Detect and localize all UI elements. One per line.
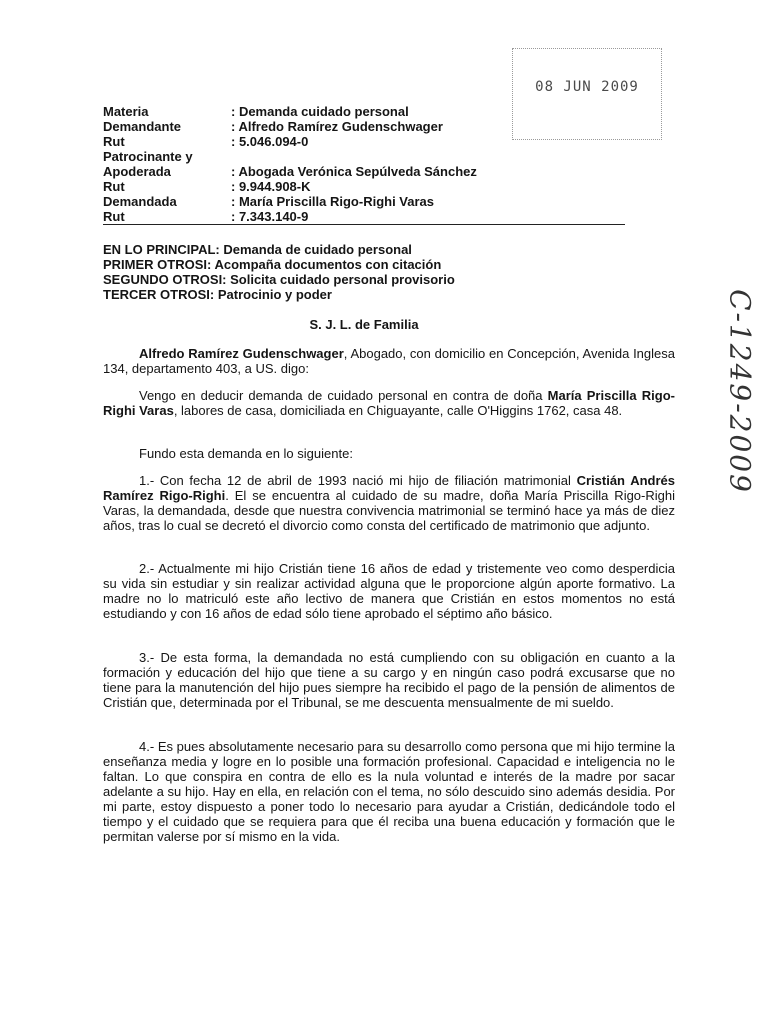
header-label: Demandante — [103, 119, 182, 134]
header-value: : Alfredo Ramírez Gudenschwager — [231, 119, 443, 134]
header-label: Demandada — [103, 194, 177, 209]
case-header — [103, 104, 625, 224]
point-2-text: 2.- Actualmente mi hijo Cristián tiene 16 años de edad y tristemente veo como desperdicia su vida sin estudiar y sin realizar actividad alguna que le proporcione algún aporte formativo. La madre no lo matriculó este año lectivo de manera que Cristián en estos momentos no está estudiando y con 16 años de edad sólo tiene aprobado el séptimo año básico. — [103, 561, 675, 621]
header-value: : 9.944.908-K — [231, 179, 311, 194]
child-name: Cristián Andrés Ramírez Rigo-Righi — [103, 473, 676, 503]
header-value: : Demanda cuidado personal — [231, 104, 409, 119]
handwritten-case-number: C-1249-2009 — [723, 289, 757, 494]
stamp-date: 08 JUN 2009 — [535, 79, 639, 95]
point-1-rest: . El se encuentra al cuidado de su madre, doña María Priscilla Rigo-Righi Varas, la demandada, desde que nuestra convivencia matrimonial se terminó hace ya más de diez años, tras lo cual se decretó el divorcio como consta del certificado de matrimonio que adjunto. — [103, 488, 675, 533]
defendant-details: , labores de casa, domiciliada en Chiguayante, calle O'Higgins 1762, casa 48. — [173, 403, 623, 418]
header-value: : 5.046.094-0 — [231, 134, 309, 149]
summary-primer-otrosi: PRIMER OTROSI: Acompaña documentos con citación — [103, 257, 442, 272]
paragraph-grounds-intro — [103, 446, 675, 461]
header-row — [103, 209, 625, 224]
paragraph-plaintiff — [103, 346, 675, 376]
header-value: : Abogada Verónica Sepúlveda Sánchez — [231, 164, 477, 179]
point-3-text: 3.- De esta forma, la demandada no está cumpliendo con su obligación en cuanto a la formación y educación del hijo que tiene a su cargo y en ningún caso podrá excusarse que no tiene para la manutención del hijo pues siempre ha recibido el pago de la pensión de alimentos de Cristián que, determinada por el Tribunal, se me descuenta mensualmente de mi sueldo. — [103, 650, 675, 710]
header-label: Rut — [103, 179, 125, 194]
defendant-name: María Priscilla Rigo-Righi Varas — [103, 388, 675, 418]
paragraph-point-2 — [103, 561, 675, 621]
header-row — [103, 119, 625, 134]
header-divider — [103, 224, 625, 225]
header-label: Rut — [103, 209, 125, 224]
header-row — [103, 179, 625, 194]
point-1-intro: 1.- Con fecha 12 de abril de 1993 nació mi hijo de filiación matrimonial — [139, 473, 577, 488]
header-value: : María Priscilla Rigo-Righi Varas — [231, 194, 435, 209]
summary-segundo-otrosi: SEGUNDO OTROSI: Solicita cuidado personal provisorio — [103, 272, 455, 287]
header-label: Apoderada — [103, 164, 171, 179]
summary-tercer-otrosi: TERCER OTROSI: Patrocinio y poder — [103, 287, 332, 302]
court-heading: S. J. L. de Familia — [309, 317, 419, 332]
header-label: Materia — [103, 104, 149, 119]
paragraph-claim — [103, 388, 675, 418]
point-4-text: 4.- Es pues absolutamente necesario para su desarrollo como persona que mi hijo termine la enseñanza media y logre en lo posible una formación profesional. Capacidad e inteligencia no le faltan. Lo que conspira en contra de ello es la nula voluntad e interés de la madre por sacar adelante a su hijo. Hay en ella, en relación con el tema, no sólo descuido sino además desidia. Por mi parte, estoy dispuesto a poner todo lo necesario para ayudar a Cristián, dedicándole todo el tiempo y el cuidado que se requiera para que él reciba una buena educación y formación que le permitan valerse por sí mismo en la vida. — [103, 739, 675, 844]
summary-principal: EN LO PRINCIPAL: Demanda de cuidado personal — [103, 242, 412, 257]
header-row — [103, 149, 625, 164]
plaintiff-name: Alfredo Ramírez Gudenschwager — [139, 346, 344, 361]
header-row — [103, 104, 625, 119]
header-row — [103, 164, 625, 179]
plaintiff-details: , Abogado, con domicilio en Concepción, Avenida Inglesa 134, departamento 403, a US. digo: — [103, 346, 675, 376]
header-label: Patrocinante y — [103, 149, 193, 164]
petition-summary — [103, 242, 455, 302]
header-row — [103, 134, 625, 149]
header-value: : 7.343.140-9 — [231, 209, 309, 224]
claim-intro: Vengo en deducir demanda de cuidado personal en contra de doña — [139, 388, 548, 403]
grounds-intro-text: Fundo esta demanda en lo siguiente: — [139, 446, 353, 461]
paragraph-point-1 — [103, 473, 675, 533]
header-value — [231, 149, 625, 164]
header-row — [103, 194, 625, 209]
paragraph-point-4 — [103, 739, 675, 844]
paragraph-point-3 — [103, 650, 675, 710]
header-label: Rut — [103, 134, 125, 149]
